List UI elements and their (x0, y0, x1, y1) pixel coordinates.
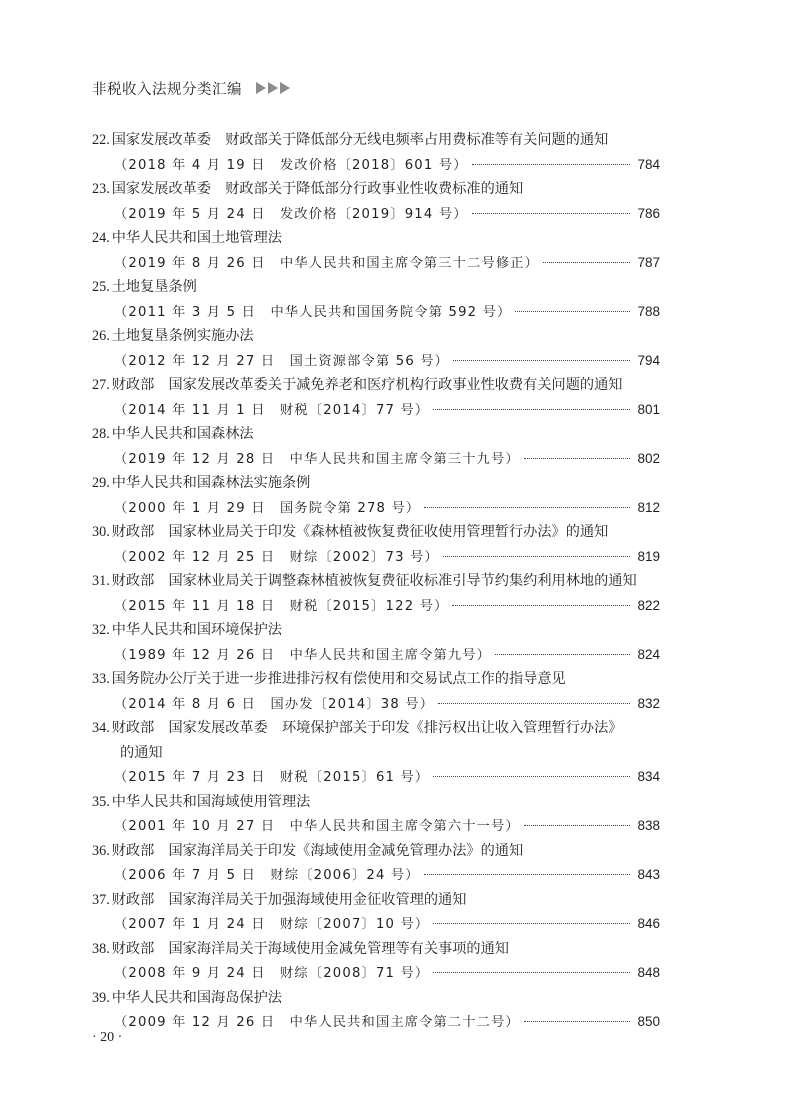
table-of-contents (92, 128, 660, 1035)
dot-leader (524, 825, 630, 826)
toc-entry-number: 25. (92, 279, 110, 295)
toc-entry[interactable] (92, 422, 660, 471)
toc-entry[interactable] (92, 177, 660, 226)
toc-entry-title-line (92, 324, 660, 349)
toc-entry-page[interactable]: 843 (637, 867, 660, 882)
toc-entry-number: 24. (92, 230, 110, 246)
toc-entry-page[interactable]: 819 (637, 548, 660, 564)
toc-entry-detail-line (92, 765, 660, 790)
toc-entry-detail: （2014 年 8 月 6 日 国办发〔2014〕38 号） (114, 696, 435, 712)
toc-entry-detail-line (92, 545, 660, 570)
toc-entry-number: 29. (92, 475, 110, 491)
toc-entry-title[interactable]: 国家发展改革委 财政部关于降低部分无线电频率占用费标准等有关问题的通知 (111, 132, 609, 148)
header-title: 非税收入法规分类汇编 (92, 81, 242, 98)
running-header (92, 76, 290, 100)
toc-entry-detail: （2019 年 5 月 24 日 发改价格〔2019〕914 号） (114, 206, 468, 222)
dot-leader (433, 409, 630, 410)
toc-entry-title-continued: 的通知 (120, 744, 163, 761)
toc-entry[interactable] (92, 373, 660, 422)
dot-leader (438, 703, 630, 704)
toc-entry-detail-line (92, 496, 660, 521)
toc-entry-detail: （2007 年 1 月 24 日 财综〔2007〕10 号） (114, 917, 430, 932)
toc-entry-title[interactable]: 财政部 国家林业局关于印发《森林植被恢复费征收使用管理暂行办法》的通知 (111, 524, 609, 540)
toc-entry-title-line (92, 888, 660, 913)
toc-entry-page[interactable]: 822 (637, 597, 660, 613)
toc-entry[interactable] (92, 667, 660, 716)
toc-entry-number: 36. (92, 842, 110, 859)
toc-entry-detail: （2015 年 7 月 23 日 财税〔2015〕61 号） (114, 770, 430, 785)
toc-entry[interactable] (92, 226, 660, 275)
toc-entry-title-line (92, 520, 660, 545)
toc-entry-number: 23. (92, 181, 110, 197)
dot-leader (495, 654, 630, 655)
toc-entry-title[interactable]: 土地复垦条例 (111, 279, 197, 295)
toc-entry-title[interactable]: 中华人民共和国土地管理法 (111, 230, 282, 246)
toc-entry-title-line (92, 790, 660, 815)
dot-leader (472, 213, 630, 214)
toc-entry[interactable] (92, 128, 660, 177)
toc-entry[interactable] (92, 618, 660, 667)
toc-entry-title[interactable]: 国务院办公厅关于进一步推进排污权有偿使用和交易试点工作的指导意见 (111, 671, 566, 687)
toc-entry-title[interactable]: 国家发展改革委 财政部关于降低部分行政事业性收费标准的通知 (111, 181, 524, 197)
toc-entry-page[interactable]: 848 (637, 965, 660, 980)
toc-entry-title-line (92, 373, 660, 398)
toc-entry-title[interactable]: 财政部 国家海洋局关于海域使用金减免管理等有关事项的通知 (111, 940, 509, 957)
toc-entry-detail-line (92, 1010, 660, 1035)
toc-entry-detail-line (92, 814, 660, 839)
toc-entry[interactable] (92, 569, 660, 618)
dot-leader (424, 507, 630, 508)
toc-entry-title-line (92, 471, 660, 496)
dot-leader (433, 923, 630, 924)
toc-entry-detail-line (92, 202, 660, 227)
toc-entry-detail-line (92, 692, 660, 717)
toc-entry-title[interactable]: 财政部 国家发展改革委 环境保护部关于印发《排污权出让收入管理暂行办法》 (111, 720, 623, 736)
toc-entry-detail: （2015 年 11 月 18 日 财税〔2015〕122 号） (114, 598, 449, 614)
toc-entry-page[interactable]: 812 (637, 499, 660, 515)
toc-entry-page[interactable]: 794 (637, 352, 660, 368)
dot-leader (524, 458, 630, 459)
toc-entry-title[interactable]: 财政部 国家海洋局关于加强海域使用金征收管理的通知 (111, 891, 467, 908)
toc-entry-title[interactable]: 财政部 国家林业局关于调整森林植被恢复费征收标准引导节约集约利用林地的通知 (111, 573, 637, 589)
toc-entry-detail-line (92, 912, 660, 937)
toc-entry-detail: （2001 年 10 月 27 日 中华人民共和国主席令第六十一号） (114, 819, 520, 834)
toc-entry-title-line (92, 226, 660, 251)
toc-entry-detail: （1989 年 12 月 26 日 中华人民共和国主席令第九号） (114, 647, 492, 663)
toc-entry-title[interactable]: 中华人民共和国森林法实施条例 (111, 475, 311, 491)
dot-leader (452, 605, 630, 606)
toc-entry-detail: （2018 年 4 月 19 日 发改价格〔2018〕601 号） (114, 157, 468, 173)
toc-entry[interactable] (92, 986, 660, 1035)
toc-entry-detail: （2008 年 9 月 24 日 财综〔2008〕71 号） (114, 966, 430, 981)
toc-entry-detail-line (92, 153, 660, 178)
toc-entry-detail-line (92, 863, 660, 888)
toc-entry-title[interactable]: 财政部 国家海洋局关于印发《海域使用金减免管理办法》的通知 (111, 842, 524, 859)
toc-entry-number: 30. (92, 524, 110, 540)
toc-entry-title-line (92, 937, 660, 962)
toc-entry-number: 35. (92, 793, 110, 810)
toc-entry-page[interactable]: 846 (637, 916, 660, 931)
toc-entry-detail: （2012 年 12 月 27 日 国土资源部令第 56 号） (114, 353, 450, 369)
triple-arrow-icon (256, 82, 290, 94)
toc-entry-detail: （2014 年 11 月 1 日 财税〔2014〕77 号） (114, 402, 430, 418)
toc-entry-page[interactable]: 801 (637, 401, 660, 417)
toc-entry-title-line (92, 128, 660, 153)
toc-entry-number: 39. (92, 989, 110, 1006)
dot-leader (424, 874, 630, 875)
toc-entry-number: 34. (92, 720, 110, 736)
toc-entry-page[interactable]: 787 (637, 254, 660, 270)
toc-entry-detail-line (92, 300, 660, 325)
toc-entry-title[interactable]: 中华人民共和国环境保护法 (111, 622, 282, 638)
toc-entry-number: 33. (92, 671, 110, 687)
toc-entry-number: 27. (92, 377, 110, 393)
toc-entry-page[interactable]: 838 (637, 818, 660, 833)
toc-entry-page[interactable]: 834 (637, 769, 660, 784)
toc-entry[interactable] (92, 324, 660, 373)
dot-leader (472, 164, 630, 165)
dot-leader (515, 311, 630, 312)
toc-entry[interactable] (92, 839, 660, 888)
toc-entry-page[interactable]: 802 (637, 450, 660, 466)
toc-entry-title[interactable]: 财政部 国家发展改革委关于减免养老和医疗机构行政事业性收费有关问题的通知 (111, 377, 623, 393)
toc-entry-title-line (92, 716, 660, 741)
toc-entry-title-line (92, 667, 660, 692)
toc-entry-number: 28. (92, 426, 110, 442)
toc-entry-title[interactable]: 中华人民共和国海域使用管理法 (111, 793, 311, 810)
toc-entry-number: 31. (92, 573, 110, 589)
toc-entry-detail-line (92, 594, 660, 619)
toc-entry-number: 26. (92, 328, 110, 344)
dot-leader (433, 972, 630, 973)
toc-entry-number: 22. (92, 132, 110, 148)
toc-entry-detail-line (92, 349, 660, 374)
toc-entry-number: 38. (92, 940, 110, 957)
toc-entry-title[interactable]: 中华人民共和国海岛保护法 (111, 989, 282, 1006)
toc-entry-title-line (92, 618, 660, 643)
toc-entry-title[interactable]: 中华人民共和国森林法 (111, 426, 254, 442)
dot-leader (443, 556, 630, 557)
toc-entry[interactable] (92, 888, 660, 937)
toc-entry[interactable] (92, 937, 660, 986)
toc-entry-number: 37. (92, 891, 110, 908)
toc-entry-title-line (92, 986, 660, 1011)
toc-entry-title-line (92, 569, 660, 594)
toc-entry[interactable] (92, 275, 660, 324)
toc-entry-number: 32. (92, 622, 110, 638)
toc-entry-detail: （2002 年 12 月 25 日 财综〔2002〕73 号） (114, 549, 439, 565)
toc-entry-detail: （2006 年 7 月 5 日 财综〔2006〕24 号） (114, 868, 420, 883)
toc-entry-page[interactable]: 788 (637, 303, 660, 319)
toc-entry-title-line (92, 839, 660, 864)
toc-entry-page[interactable]: 824 (637, 646, 660, 662)
toc-entry-detail-line (92, 447, 660, 472)
toc-entry-page[interactable]: 784 (637, 156, 660, 172)
toc-entry-detail: （2000 年 1 月 29 日 国务院令第 278 号） (114, 500, 421, 516)
toc-entry-page[interactable]: 832 (637, 695, 660, 711)
toc-entry-title-line (92, 422, 660, 447)
toc-entry-title[interactable]: 土地复垦条例实施办法 (111, 328, 254, 344)
dot-leader (433, 776, 630, 777)
toc-entry[interactable] (92, 716, 660, 790)
toc-entry-title-line (92, 275, 660, 300)
dot-leader (524, 1021, 630, 1022)
toc-entry-detail-line (92, 961, 660, 986)
dot-leader (543, 262, 630, 263)
toc-entry-page[interactable]: 786 (637, 205, 660, 221)
toc-entry-detail: （2009 年 12 月 26 日 中华人民共和国主席令第二十二号） (114, 1015, 520, 1030)
toc-entry-detail: （2019 年 8 月 26 日 中华人民共和国主席令第三十二号修正） (114, 255, 540, 271)
page-number: · 20 · (92, 1030, 123, 1045)
toc-entry-page[interactable]: 850 (637, 1014, 660, 1029)
toc-entry[interactable] (92, 790, 660, 839)
toc-entry-title-line (92, 177, 660, 202)
toc-entry-detail: （2019 年 12 月 28 日 中华人民共和国主席令第三十九号） (114, 451, 520, 467)
toc-entry[interactable] (92, 471, 660, 520)
toc-entry-detail: （2011 年 3 月 5 日 中华人民共和国国务院令第 592 号） (114, 304, 512, 320)
toc-entry-detail-line (92, 398, 660, 423)
toc-entry[interactable] (92, 520, 660, 569)
dot-leader (453, 360, 630, 361)
toc-entry-detail-line (92, 643, 660, 668)
toc-entry-detail-line (92, 251, 660, 276)
